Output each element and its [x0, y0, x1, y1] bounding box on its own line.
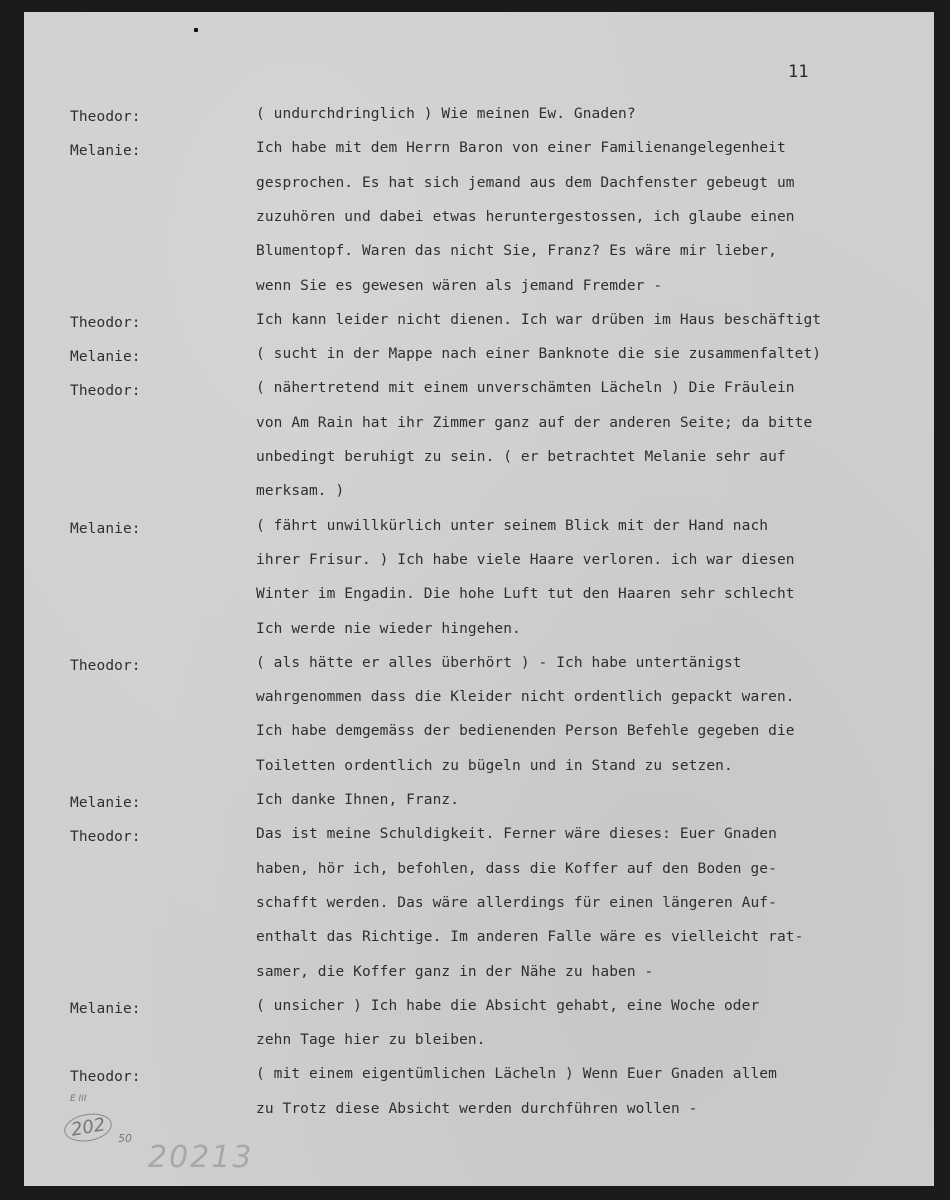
- typescript-page: [24, 12, 934, 1186]
- dialogue-line: schafft werden. Das wäre allerdings für einen längeren Auf-: [256, 894, 777, 911]
- dialogue-line: ( sucht in der Mappe nach einer Banknote die sie zusammenfaltet): [256, 346, 822, 363]
- dialogue-line: haben, hör ich, befohlen, dass die Koffer auf den Boden ge-: [256, 860, 777, 877]
- speaker-label: Melanie:: [70, 520, 141, 537]
- dialogue-line: unbedingt beruhigt zu sein. ( er betrachtet Melanie sehr auf: [256, 449, 786, 465]
- speaker-label: Melanie:: [70, 143, 141, 160]
- dialogue-line: ( fährt unwillkürlich unter seinem Blick mit der Hand nach: [256, 517, 769, 534]
- dialogue-line: samer, die Koffer ganz in der Nähe zu haben -: [256, 963, 654, 980]
- dialogue-line: Ich werde nie wieder hingehen.: [256, 620, 521, 637]
- dialogue-line: von Am Rain hat ihr Zimmer ganz auf der anderen Seite; da bitte: [256, 414, 813, 431]
- speaker-label: Theodor:: [70, 109, 141, 125]
- dialogue-line: gesprochen. Es hat sich jemand aus dem Dachfenster gebeugt um: [256, 174, 795, 191]
- dialogue-line: ( undurchdringlich ) Wie meinen Ew. Gnaden?: [256, 106, 636, 122]
- archive-pencil-number: 20213: [148, 1140, 254, 1175]
- dialogue-line: wenn Sie es gewesen wären als jemand Fremder -: [256, 277, 663, 294]
- dialogue-line: merksam. ): [256, 483, 345, 500]
- dialogue-line: Ich kann leider nicht dienen. Ich war drüben im Haus beschäftigt: [256, 311, 822, 328]
- speaker-label: Melanie:: [70, 1000, 141, 1017]
- dialogue-line: zuzuhören und dabei etwas heruntergestossen, ich glaube einen: [256, 208, 795, 225]
- speaker-label: Theodor:: [70, 383, 141, 400]
- dialogue-line: Das ist meine Schuldigkeit. Ferner wäre dieses: Euer Gnaden: [256, 826, 777, 843]
- dialogue-line: zehn Tage hier zu bleiben.: [256, 1032, 486, 1049]
- speaker-label: Theodor:: [70, 314, 141, 331]
- speaker-label: Theodor:: [70, 1069, 141, 1086]
- dialogue-line: enthalt das Richtige. Im anderen Falle wäre es vielleicht rat-: [256, 929, 804, 946]
- dialogue-line: wahrgenommen dass die Kleider nicht ordentlich gepackt waren.: [256, 689, 795, 706]
- dialogue-line: Toiletten ordentlich zu bügeln und in Stand zu setzen.: [256, 757, 733, 774]
- dialogue-line: Winter im Engadin. Die hohe Luft tut den Haaren sehr schlecht: [256, 586, 795, 603]
- dialogue-line: Ich habe mit dem Herrn Baron von einer Familienangelegenheit: [256, 140, 786, 157]
- ink-speck: [194, 28, 198, 32]
- dialogue-line: Ich danke Ihnen, Franz.: [256, 792, 460, 808]
- archive-mark-fraction: 50: [118, 1132, 132, 1145]
- page-number: 11: [788, 62, 809, 82]
- dialogue-line: ( unsicher ) Ich habe die Absicht gehabt, eine Woche oder: [256, 997, 760, 1014]
- dialogue-line: ( als hätte er alles überhört ) - Ich habe untertänigst: [256, 654, 742, 671]
- dialogue-line: ihrer Frisur. ) Ich habe viele Haare verloren. ich war diesen: [256, 551, 795, 568]
- speaker-label: Theodor:: [70, 829, 141, 846]
- dialogue-line: ( nähertretend mit einem unverschämten Lächeln ) Die Fräulein: [256, 380, 795, 397]
- archive-mark-small: E III: [70, 1094, 87, 1104]
- dialogue-line: zu Trotz diese Absicht werden durchführen wollen -: [256, 1100, 698, 1117]
- speaker-label: Melanie:: [70, 349, 141, 366]
- dialogue-line: Blumentopf. Waren das nicht Sie, Franz? Es wäre mir lieber,: [256, 243, 777, 260]
- speaker-label: Theodor:: [70, 657, 141, 674]
- dialogue-line: ( mit einem eigentümlichen Lächeln ) Wenn Euer Gnaden allem: [256, 1066, 777, 1083]
- archive-mark-circled: 202: [62, 1110, 114, 1145]
- speaker-label: Melanie:: [70, 795, 141, 811]
- dialogue-line: Ich habe demgemäss der bedienenden Person Befehle gegeben die: [256, 723, 795, 740]
